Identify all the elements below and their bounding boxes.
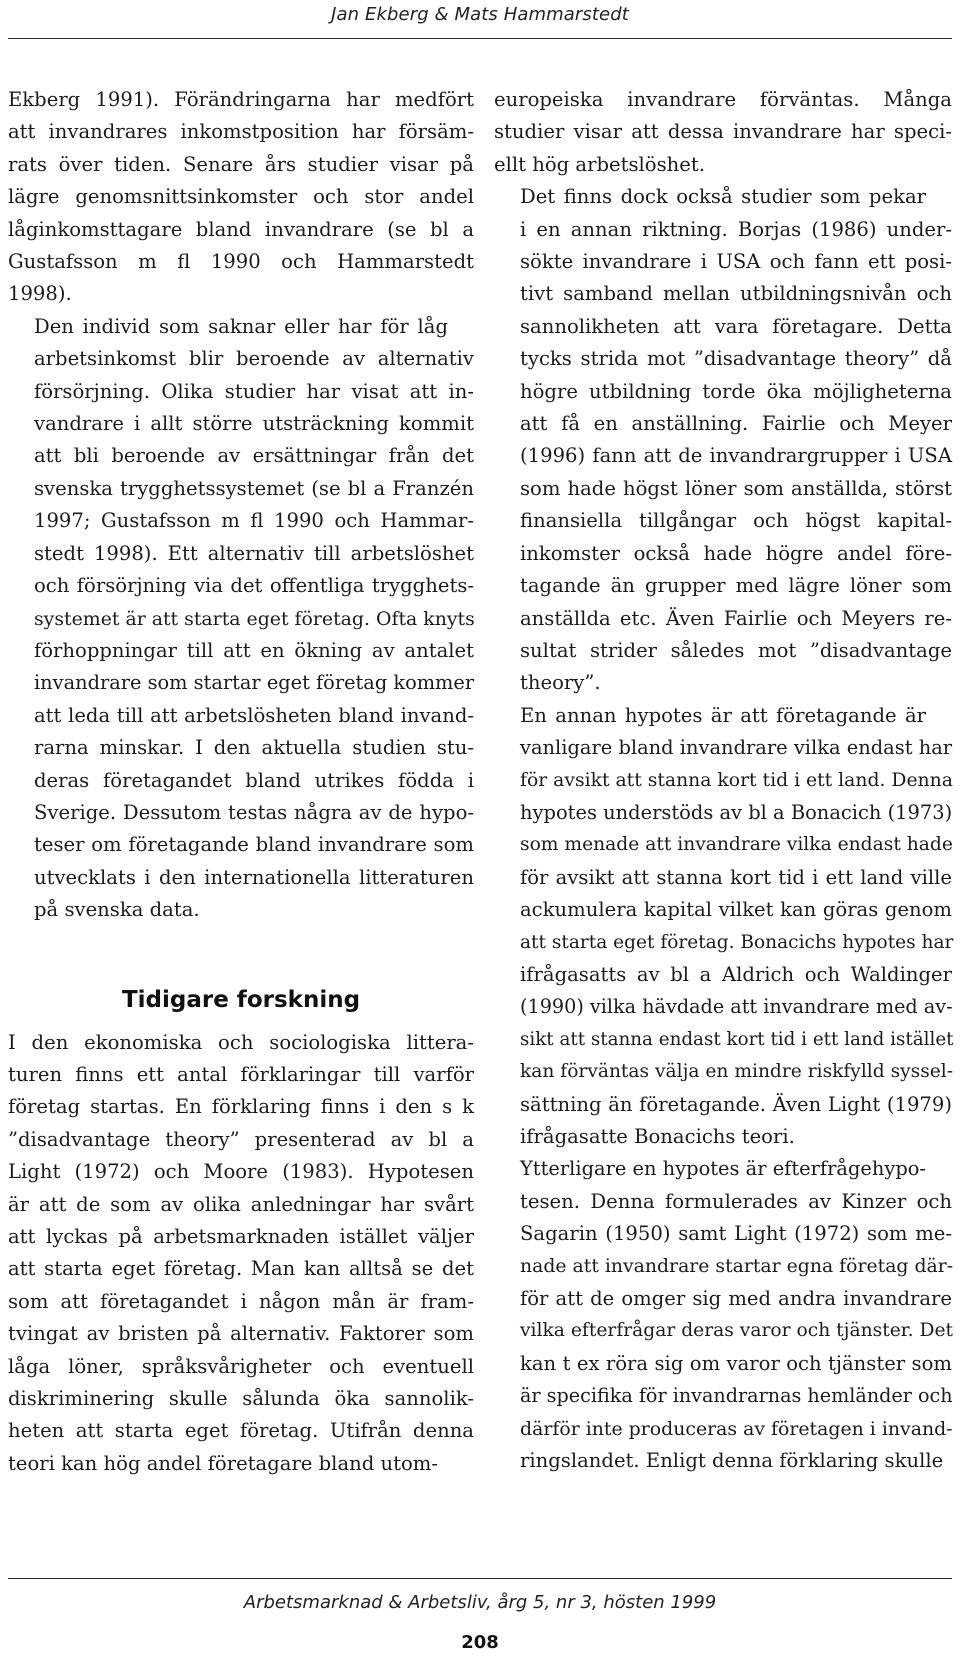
text-line: turen finns ett antal förklaringar till varför [8, 1062, 474, 1086]
right-paragraph-1 [494, 84, 952, 181]
text-line: Sagarin (1950) samt Light (1972) som me- [520, 1222, 952, 1246]
text-line: ifrågasatte Bonacichs teori. [520, 1125, 795, 1148]
text-line: (1990) vilka hävdade att invandrare med av- [520, 995, 953, 1019]
text-line: ”disadvantage theory” presenterad av bl a [8, 1127, 474, 1151]
text-line: 1998). [8, 282, 72, 306]
text-line: Sverige. Dessutom testas några av de hypo- [34, 800, 474, 824]
text-line: Ytterligare en hypotes är efterfrågehypo- [520, 1157, 926, 1181]
text-line: att starta eget företag. Bonacichs hypotes har [520, 931, 954, 953]
right-paragraph-4 [494, 1153, 952, 1477]
text-line: europeiska invandrare förväntas. Många [494, 88, 952, 111]
text-line: sultat strider således mot ”disadvantage [520, 638, 952, 662]
text-line: hypotes understöds av bl a Bonacich (1973) [520, 800, 953, 824]
text-line: högre utbildning torde öka möjligheterna [520, 379, 952, 403]
text-line: är specifika för invandrarnas hemländer och [520, 1384, 953, 1408]
text-line: diskriminering skulle sålunda öka sannolik- [8, 1387, 474, 1411]
footer-divider [8, 1578, 952, 1579]
text-line: anställda etc. Även Fairlie och Meyers re- [520, 606, 952, 630]
text-line: deras företagandet bland utrikes födda i [34, 768, 474, 792]
text-line: En annan hypotes är att företagande är [520, 703, 926, 727]
text-line: studier visar att dessa invandrare har speci- [494, 120, 952, 144]
text-line: sikt att stanna endast kort tid i ett land istället [520, 1028, 954, 1050]
left-paragraph-3 [8, 1027, 474, 1481]
text-line: arbetsinkomst blir beroende av alternativ [34, 347, 474, 371]
right-column [494, 84, 952, 1477]
text-line: heten att starta eget företag. Utifrån denna [8, 1419, 474, 1443]
left-paragraph-1 [8, 84, 474, 311]
text-line: Den individ som saknar eller har för låg [34, 314, 448, 338]
text-line: att starta eget företag. Man kan alltså se det [8, 1257, 474, 1281]
text-line: för avsikt att stanna kort tid i ett land. Denna [520, 769, 953, 791]
left-paragraph-2 [8, 311, 474, 927]
text-line: vilka efterfrågar deras varor och tjänster. Det [520, 1320, 954, 1342]
text-line: låginkomsttagare bland invandrare (se bl a [8, 217, 474, 241]
text-line: tycks strida mot ”disadvantage theory” då [520, 347, 952, 371]
text-line: rats över tiden. Senare års studier visar på [8, 152, 474, 176]
text-line: systemet är att starta eget företag. Ofta knyts [34, 607, 475, 630]
text-line: Gustafsson m fl 1990 och Hammarstedt [8, 250, 474, 274]
text-line: lägre genomsnittsinkomster och stor andel [8, 185, 474, 209]
running-header: Jan Ekberg & Mats Hammarstedt [331, 4, 629, 25]
text-line: och försörjning via det offentliga trygghets- [34, 574, 474, 598]
header-divider [8, 38, 952, 39]
section-heading: Tidigare forskning [121, 986, 361, 1013]
text-line: (1996) fann att de invandrargrupper i USA [520, 444, 952, 468]
text-line: theory”. [520, 671, 601, 695]
text-line: rarna minskar. I den aktuella studien stu- [34, 736, 474, 760]
text-line: vandrare i allt större utsträckning kommit [34, 412, 474, 436]
text-line: finansiella tillgångar och högst kapital- [520, 509, 952, 533]
right-paragraph-2 [494, 181, 952, 700]
text-line: att lyckas på arbetsmarknaden istället väljer [8, 1225, 474, 1248]
text-line: sättning än företagande. Även Light (1979) [520, 1092, 952, 1116]
text-line: ringslandet. Enligt denna förklaring skulle [520, 1449, 944, 1473]
running-footer: Arbetsmarknad & Arbetsliv, årg 5, nr 3, hösten 1999 [243, 1592, 717, 1613]
text-line: som menade att invandrare vilka endast hade [520, 834, 953, 856]
text-line: därför inte produceras av företagen i invand- [520, 1417, 953, 1440]
text-line: att leda till att arbetslösheten bland invand- [34, 703, 474, 727]
text-line: tivt samband mellan utbildningsnivån och [520, 282, 952, 306]
text-line: för avsikt att stanna kort tid i ett land ville [520, 865, 952, 889]
text-line: att bli beroende av ersättningar från det [34, 444, 474, 468]
text-line: I den ekonomiska och sociologiska littera- [8, 1030, 474, 1054]
text-line: företag startas. En förklaring finns i den s k [8, 1095, 474, 1119]
text-line: tvingat av bristen på alternativ. Faktorer som [8, 1322, 474, 1346]
text-line: invandrare som startar eget företag kommer [34, 671, 475, 695]
text-line: på svenska data. [34, 898, 200, 922]
text-line: sökte invandrare i USA och fann ett posi- [520, 250, 952, 274]
text-line: är att de som av olika anledningar har svårt [8, 1192, 474, 1216]
text-line: Light (1972) och Moore (1983). Hypotesen [8, 1160, 474, 1184]
text-line: för att de omger sig med andra invandrare [520, 1287, 952, 1311]
text-line: att få en anställning. Fairlie och Meyer [520, 412, 952, 436]
text-line: tagande än grupper med lägre löner som [520, 574, 952, 598]
text-line: teori kan hög andel företagare bland utom- [8, 1451, 439, 1475]
text-line: ackumulera kapital vilket kan göras genom [520, 898, 952, 922]
text-line: som att företagandet i någon mån är fram- [8, 1289, 474, 1313]
text-line: sannolikheten att vara företagare. Detta [520, 314, 952, 338]
text-line: att invandrares inkomstposition har försäm- [8, 120, 474, 144]
text-line: inkomster också hade högre andel före- [520, 541, 952, 565]
text-line: ellt hög arbetslöshet. [494, 152, 705, 176]
text-line: kan t ex röra sig om varor och tjänster som [520, 1351, 952, 1375]
right-paragraph-3 [494, 700, 952, 1154]
text-line: 1997; Gustafsson m fl 1990 och Hammar- [34, 509, 474, 533]
text-line: Det finns dock också studier som pekar [520, 185, 926, 209]
text-line: låga löner, språksvårigheter och eventuell [8, 1354, 474, 1378]
text-line: kan förväntas välja en mindre riskfylld syssel- [520, 1061, 954, 1083]
text-line: nade att invandrare startar egna företag där- [520, 1255, 954, 1277]
text-line: förhoppningar till att en ökning av antalet [34, 638, 474, 662]
text-line: teser om företagande bland invandrare som [34, 833, 474, 857]
text-line: svenska trygghetssystemet (se bl a Franzén [34, 476, 474, 500]
left-column [8, 84, 474, 1480]
text-line: försörjning. Olika studier har visat att in- [34, 379, 474, 403]
text-line: Ekberg 1991). Förändringarna har medfört [8, 88, 474, 111]
text-line: tesen. Denna formulerades av Kinzer och [520, 1189, 952, 1213]
text-line: i en annan riktning. Borjas (1986) under- [520, 217, 952, 241]
text-line: stedt 1998). Ett alternativ till arbetslöshet [34, 541, 474, 565]
page-number: 208 [461, 1632, 499, 1653]
text-line: utvecklats i den internationella litteraturen [34, 865, 474, 889]
text-line: som hade högst löner som anställda, störst [520, 476, 952, 500]
text-line: ifrågasatts av bl a Aldrich och Waldinger [520, 962, 952, 986]
text-line: vanligare bland invandrare vilka endast har [520, 736, 953, 760]
